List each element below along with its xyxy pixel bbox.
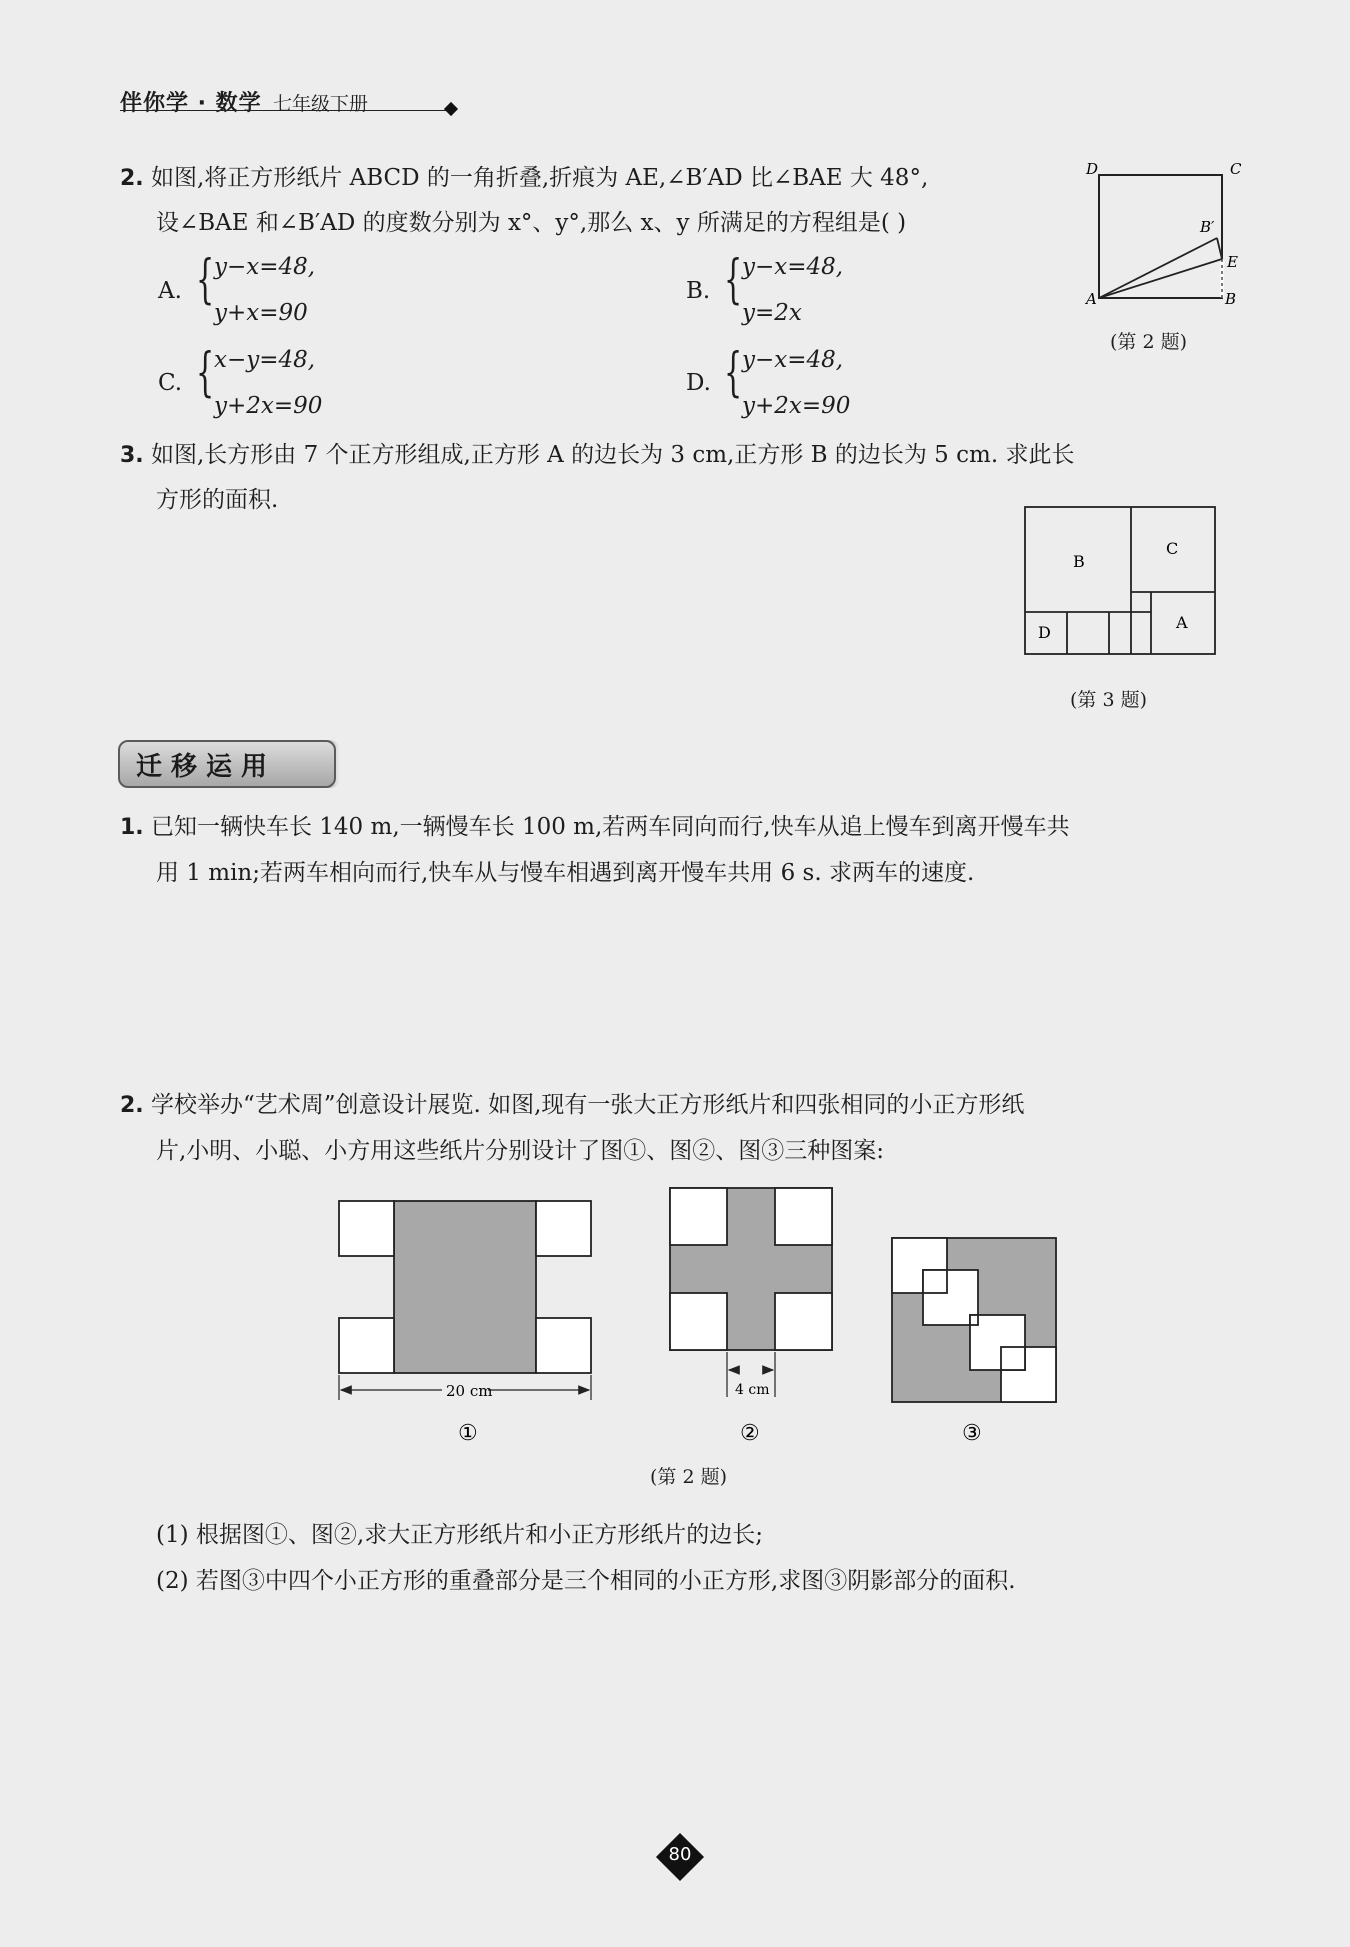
q2-option-a-brace: { [196,250,215,310]
header-rule [120,110,452,111]
q3-line1 [120,440,1074,471]
p1-number: 1. [120,815,144,840]
q2-label-e: E [1227,253,1238,271]
q2-option-d-label: D. [686,370,711,396]
q2-square [1099,175,1222,298]
section-title: 迁移运用 [136,752,277,782]
p2-figure [330,1185,1070,1445]
q2-line2: 设∠BAE 和∠B′AD 的度数分别为 x°、y°,那么 x、y 所满足的方程组是( ) [156,210,907,236]
p2-line1 [120,1090,1024,1121]
p2-figure-1 [339,1201,591,1445]
q2-option-b-eq2: y=2x [742,300,802,326]
p2-sub1: (1) 根据图①、图②,求大正方形纸片和小正方形纸片的边长; [156,1522,763,1548]
q2-option-c-eq2: y+2x=90 [214,393,323,419]
q3-label-b: B [1073,552,1085,571]
q3-number: 3. [120,443,144,468]
q2-figure-caption: (第 2 题) [1110,331,1187,353]
p1-line1 [120,812,1070,843]
q2-label-b-prime: B′ [1200,218,1215,236]
p1-text-1: 已知一辆快车长 140 m,一辆慢车长 100 m,若两车同向而行,快车从追上慢车到离开慢车共 [150,814,1070,840]
q2-option-c-brace: { [196,343,215,403]
q2-option-b-eq1: y−x=48, [742,254,844,280]
book-brand: 伴你学 · 数学 [120,91,262,116]
page-number-badge [657,1834,703,1880]
q2-option-a-eq2: y+x=90 [214,300,308,326]
q2-crease-ae [1099,259,1222,298]
q2-text-1: 如图,将正方形纸片 ABCD 的一角折叠,折痕为 AE,∠B′AD 比∠BAE 大 48°, [150,165,929,191]
q2-label-a: A [1086,290,1097,306]
q2-option-b-brace: { [724,250,743,310]
p2-dim-4cm: 4 cm [735,1382,770,1398]
p2-fig-label-1: ① [458,1421,478,1445]
q2-line1 [120,163,928,194]
p2-figure-caption: (第 2 题) [650,1466,727,1488]
q3-line2: 方形的面积. [156,487,279,513]
q2-option-c-eq1: x−y=48, [214,347,316,373]
q2-option-a-label: A. [158,278,182,304]
p2-sub2: (2) 若图③中四个小正方形的重叠部分是三个相同的小正方形,求图③阴影部分的面积. [156,1568,1016,1594]
p2-fig-label-2: ② [740,1421,760,1445]
q2-option-d-eq1: y−x=48, [742,347,844,373]
q3-label-c: C [1166,539,1179,558]
book-grade: 七年级下册 [273,93,369,115]
q2-figure [1080,156,1260,306]
p2-text-1: 学校举办“艺术周”创意设计展览. 如图,现有一张大正方形纸片和四张相同的小正方形纸 [150,1092,1025,1118]
page-number: 80 [668,1844,692,1865]
page-header [120,80,460,120]
p2-dim-20cm: 20 cm [446,1382,493,1400]
section-badge [118,740,336,788]
p2-fig-label-3: ③ [962,1421,982,1445]
q2-fold-ab-prime [1099,238,1217,298]
q2-option-c-label: C. [158,370,183,396]
q2-option-d-brace: { [724,343,743,403]
q2-option-d-eq2: y+2x=90 [742,393,851,419]
q2-label-b: B [1225,290,1237,306]
p2-number: 2. [120,1093,144,1118]
q3-label-d: D [1038,623,1051,642]
p2-figure-2 [670,1188,832,1445]
q2-option-b-label: B. [686,278,711,304]
q2-label-d: D [1086,160,1099,178]
q2-option-a-eq1: y−x=48, [214,254,316,280]
p2-figure-3 [892,1238,1056,1445]
q3-text-1: 如图,长方形由 7 个正方形组成,正方形 A 的边长为 3 cm,正方形 B 的边长为 5 cm. 求此长 [150,442,1075,468]
q2-number: 2. [120,166,144,191]
q2-label-c: C [1230,160,1242,178]
q3-figure-caption: (第 3 题) [1070,689,1147,711]
p1-line2: 用 1 min;若两车相向而行,快车从与慢车相遇到离开慢车共用 6 s. 求两车的速度. [156,860,975,886]
q3-figure [1020,502,1220,662]
p2-line2: 片,小明、小聪、小方用这些纸片分别设计了图①、图②、图③三种图案: [156,1138,885,1164]
q3-label-a: A [1176,613,1188,632]
